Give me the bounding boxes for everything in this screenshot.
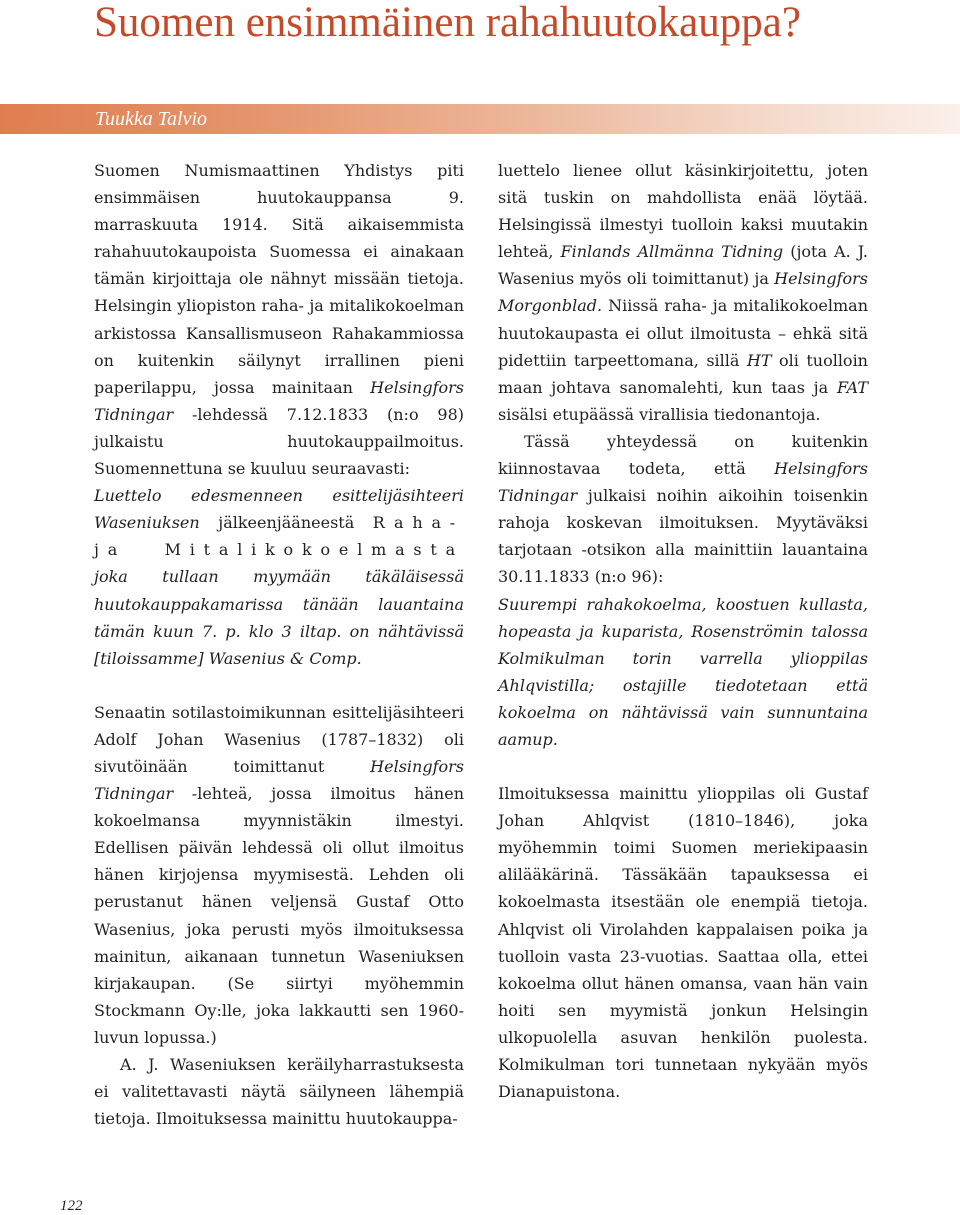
second-notice-paragraph: Tässä yhteydessä on kuitenkin kiinnostavaa todeta, että Helsingfors Tidningar julkaisi noihin aikoihin toisenkin rahoja koskevan ilmoituksen. Myytäväksi tarjotaan -otsikon alla mainittiin lauantaina 30.11.1833 (n:o 96): xyxy=(498,431,868,587)
right-column xyxy=(498,157,868,1105)
intro-paragraph: Suomen Numismaattinen Yhdistys piti ensimmäisen huutokauppansa 9. marraskuuta 1914. Sitä aikaisemmista rahahuutokaupoista Suomessa ei ainakaan tämän kirjoittaja ole nähnyt missään tietoja. Helsingin yliopiston raha- ja mitalikokoelman arkistossa Kansallismuseon Rahakammiossa on kuitenkin säilynyt irrallinen pieni paperilappu, jossa mainitaan Helsingfors Tidningar -lehdessä 7.12.1833 (n:o 98) julkaistu huutokauppailmoitus. Suomennettuna se kuuluu seuraavasti: xyxy=(94,161,464,479)
page-title: Suomen ensimmäinen rahahuutokauppa? xyxy=(94,0,801,46)
collection-paragraph: A. J. Waseniuksen keräilyharrastuksesta ei valitettavasti näytä säilyneen lähempiä tietoja. Ilmoituksessa mainittu huutokauppa- xyxy=(94,1055,464,1129)
page-number: 122 xyxy=(60,1198,83,1214)
second-notice-quote: Suurempi rahakokoelma, koostuen kullasta, hopeasta ja kuparista, Rosenströmin talossa Kolmikulman torin varrella ylioppilas Ahlqvistilla; ostajille tiedotetaan että kokoelma on nähtävissä vain sunnuntaina aamup. xyxy=(498,594,868,749)
wasenius-paragraph: Senaatin sotilastoimikunnan esittelijäsihteeri Adolf Johan Wasenius (1787–1832) oli sivutöinään toimittanut Helsingfors Tidningar -lehteä, jossa ilmoitus hänen kokoelmansa myynnistäkin ilmestyi. Edellisen päivän lehdessä oli ollut ilmoitus hänen kirjojensa myymisestä. Lehden oli perustanut hänen veljensä Gustaf Otto Wasenius, joka perusti myös ilmoituksessa mainitun, aikanaan tunnetun Waseniuksen kirjakaupan. (Se siirtyi myöhemmin Stockmann Oy:lle, joka lakkautti sen 1960-luvun lopussa.) xyxy=(94,702,464,1047)
auction-notice-quote: Luettelo edesmenneen esittelijäsihteeri Waseniuksen jälkeenjääneestä Raha- ja Mitalikokoelmasta joka tullaan myymään täkäläisessä huutokauppakamarissa tänään lauantaina tämän kuun 7. p. klo 3 iltap. on nähtävissä [tiloissamme] Wasenius & Comp. xyxy=(94,486,464,668)
left-column xyxy=(94,157,464,1132)
continuation-paragraph: luettelo lienee ollut käsinkirjoitettu, joten sitä tuskin on mahdollista enää löytää. Helsingissä ilmestyi tuolloin kaksi muutakin lehteä, Finlands Allmänna Tidning (jota A. J. Wasenius myös oli toimittanut) ja Helsingfors Morgonblad. Niissä raha- ja mitalikokoelman huutokaupasta ei ollut ilmoitusta – ehkä sitä pidettiin tarpeettomana, sillä HT oli tuolloin maan johtava sanomalehti, kun taas ja FAT sisälsi etupäässä virallisia tiedonantoja. xyxy=(498,161,868,424)
author-name: Tuukka Talvio xyxy=(95,108,208,130)
ahlqvist-paragraph: Ilmoituksessa mainittu ylioppilas oli Gustaf Johan Ahlqvist (1810–1846), joka myöhemmin toimi Suomen meriekipaasin alilääkärinä. Tässäkään tapauksessa ei kokoelmasta itsestään ole enempiä tietoja. Ahlqvist oli Virolahden kappalaisen poika ja tuolloin vasta 23-vuotias. Saattaa olla, ettei kokoelma ollut hänen omansa, vaan hän vain hoiti sen myymistä jonkun Helsingin ulkopuolella asuvan henkilön puolesta. Kolmikulman tori tunnetaan nykyään myös Dianapuistona. xyxy=(498,784,868,1102)
